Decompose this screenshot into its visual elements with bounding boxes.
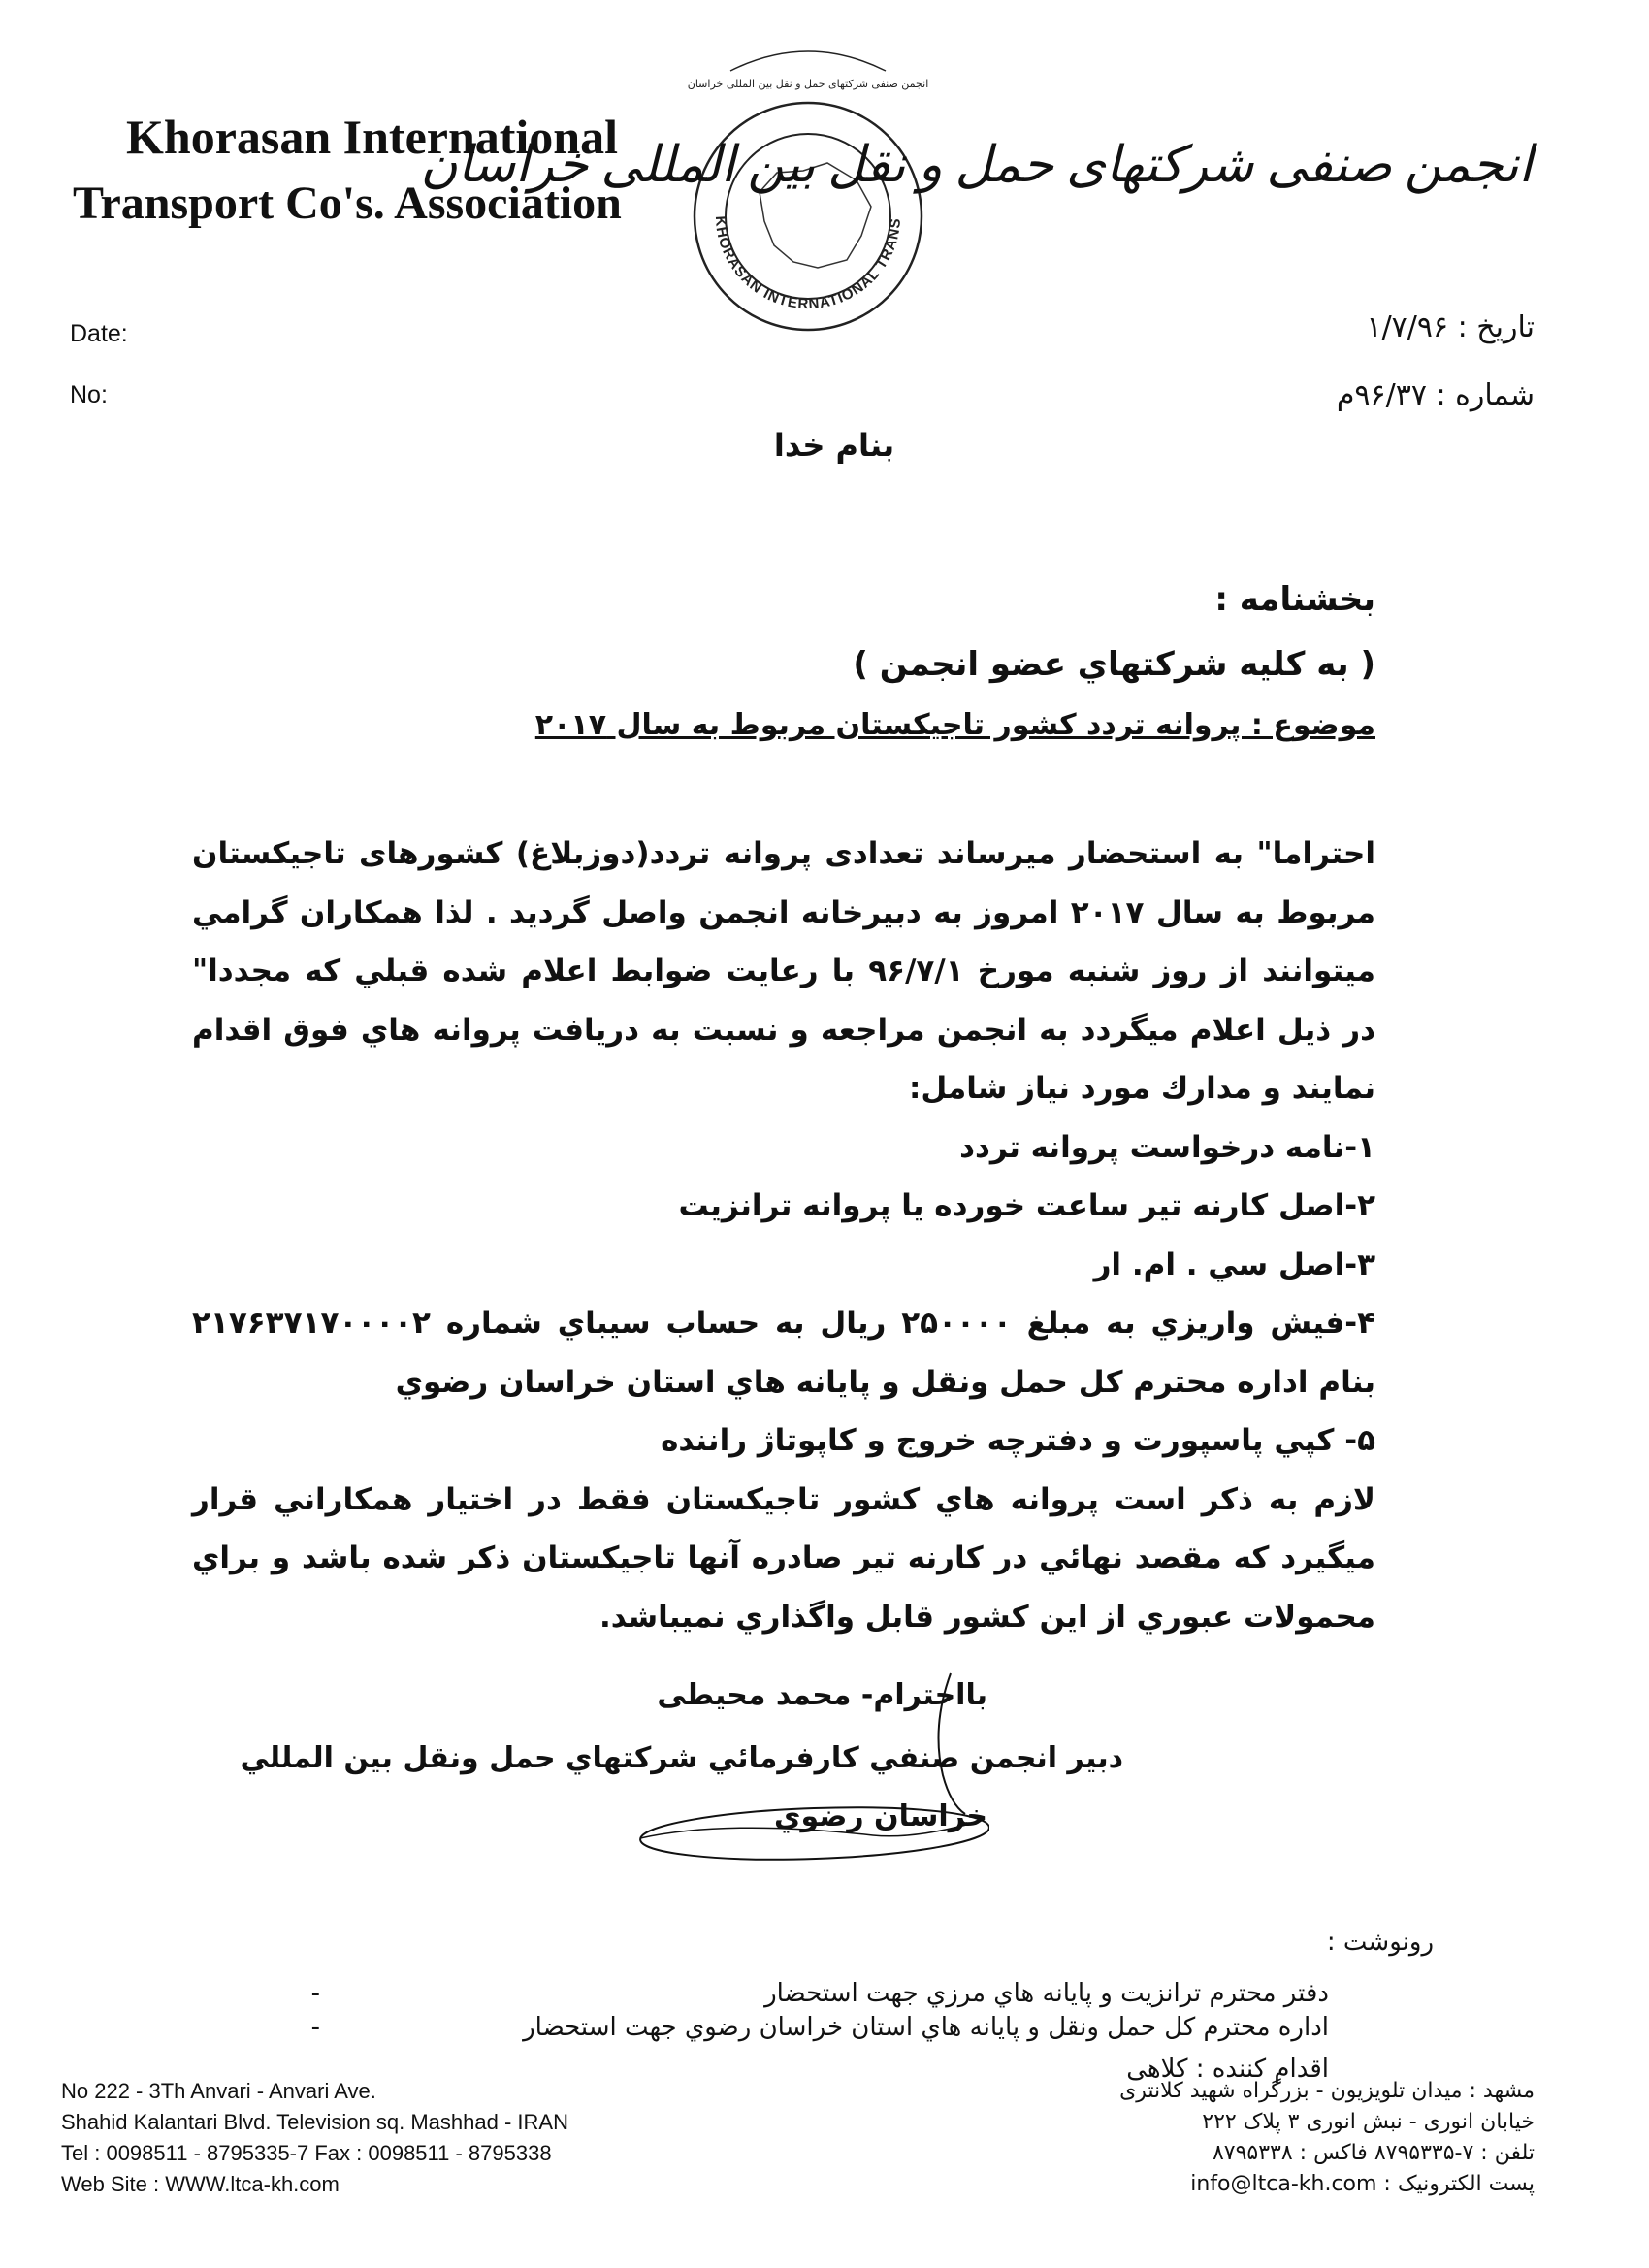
seal-ring-text: KHORASAN INTERNATIONAL TRANS [711,215,905,313]
address-en-line-4: Web Site : WWW.ltca-kh.com [61,2172,340,2196]
body-closing-paragraph: لازم به ذکر است پروانه هاي کشور تاجیکستان فقط در اختيار همکاراني قرار ميگيرد که مقصد نهائي در کارنه تير صادره آنها تاجیکستان ذکر شده باشد و براي محمولات عبوري از اين کشور قابل واگذاري نميباشد. [192,1481,1375,1635]
org-name-fa: انجمن صنفی شرکتهای حمل و نقل بین المللی خراسان [420,138,1533,193]
signature-title: دبير انجمن صنفي کارفرمائي شرکتهاي حمل ونقل بين المللي [240,1741,1123,1775]
requirement-item-1: ۱-نامه درخواست پروانه تردد [959,1129,1375,1165]
requirement-item-3: ۳-اصل سي . ام. ار [1093,1247,1375,1282]
number-value-fa: شماره : ۹۶/۳۷م [1336,378,1535,412]
cc-item-1: دفتر محترم ترانزیت و پایانه هاي مرزي جهت استحضار [764,1979,1329,2008]
cc-label: رونوشت : [1326,1928,1434,1957]
seal-top-text: انجمن صنفی شرکتهای حمل و نقل بین المللی خراسان [687,78,929,90]
signature-regards: بااحترام- محمد محیطی [657,1678,987,1712]
footer-address-fa [1119,2076,1535,2200]
date-label: Date: [70,320,128,347]
address-en-line-1: No 222 - 3Th Anvari - Anvari Ave. [61,2079,376,2103]
address-fa-line-1: مشهد : میدان تلویزیون - بزرگراه شهید کلانتری [1119,2079,1535,2103]
number-label: No: [70,381,108,408]
signature-place: خراسان رضوي [774,1799,987,1833]
org-name-en-line2: Transport Co's. Association [73,178,622,229]
cc-bullet-2: - [310,2013,320,2042]
date-value-fa: تاریخ : ۱/۷/۹۶ [1366,310,1535,344]
body-intro-paragraph: احتراما" به استحضار ميرساند تعدادی پروانه تردد(دوزبلاغ) کشورهای تاجیکستان مربوط به سال ۲۰۱۷ امروز به دبيرخانه انجمن واصل گرديد . لذا همکاران گرامي ميتوانند از روز شنبه مورخ ۹۶/۷/۱ با رعايت ضوابط اعلام شده قبلي که مجددا" در ذيل اعلام ميگردد به انجمن مراجعه و نسبت به دريافت پروانه هاي فوق اقدام نمايند و مدارك مورد نياز شامل: [192,836,1375,1106]
address-en-line-3: Tel : 0098511 - 8795335-7 Fax : 0098511 - 8795338 [61,2141,552,2165]
recipients-line: ( به کليه شرکتهاي عضو انجمن ) [853,645,1375,684]
subject-line: موضوع : پروانه تردد کشور تاجیکستان مربوط به سال ۲۰۱۷ [534,708,1375,742]
requirement-item-4: ۴-فيش واريزي به مبلغ ۲۵۰۰۰۰ ريال به حساب سيباي شماره ۲۱۷۶۳۷۱۷۰۰۰۰۲ بنام اداره محترم کل حمل ونقل و پايانه هاي استان خراسان رضوي [192,1306,1375,1400]
bismillah-heading: بنام خدا [773,427,895,464]
address-en-line-2: Shahid Kalantari Blvd. Television sq. Mashhad - IRAN [61,2110,568,2134]
circular-label: بخشنامه : [1214,580,1375,619]
cc-item-2: اداره محترم کل حمل ونقل و پايانه هاي استان خراسان رضوي جهت استحضار [523,2013,1329,2042]
prepared-by: اقدام کننده : کلاهی [1126,2055,1329,2084]
requirement-item-2: ۲-اصل کارنه تير ساعت خورده يا پروانه ترانزيت [678,1188,1375,1223]
letter-body [192,825,1375,1646]
org-name-en-line1: Khorasan International [126,110,619,164]
cc-bullet-1: - [310,1979,320,2008]
requirement-item-5: ۵- کپي پاسپورت و دفترچه خروج و کاپوتاژ راننده [661,1423,1375,1458]
address-fa-line-2: خیابان انوری - نبش انوری ۳ پلاک ۲۲۲ [1202,2110,1535,2134]
address-fa-line-4: پست الکترونیک : info@ltca-kh.com [1190,2172,1535,2196]
footer-address-en [61,2076,568,2200]
address-fa-line-3: تلفن : ۷-۸۷۹۵۳۳۵ فاکس : ۸۷۹۵۳۳۸ [1212,2141,1535,2165]
